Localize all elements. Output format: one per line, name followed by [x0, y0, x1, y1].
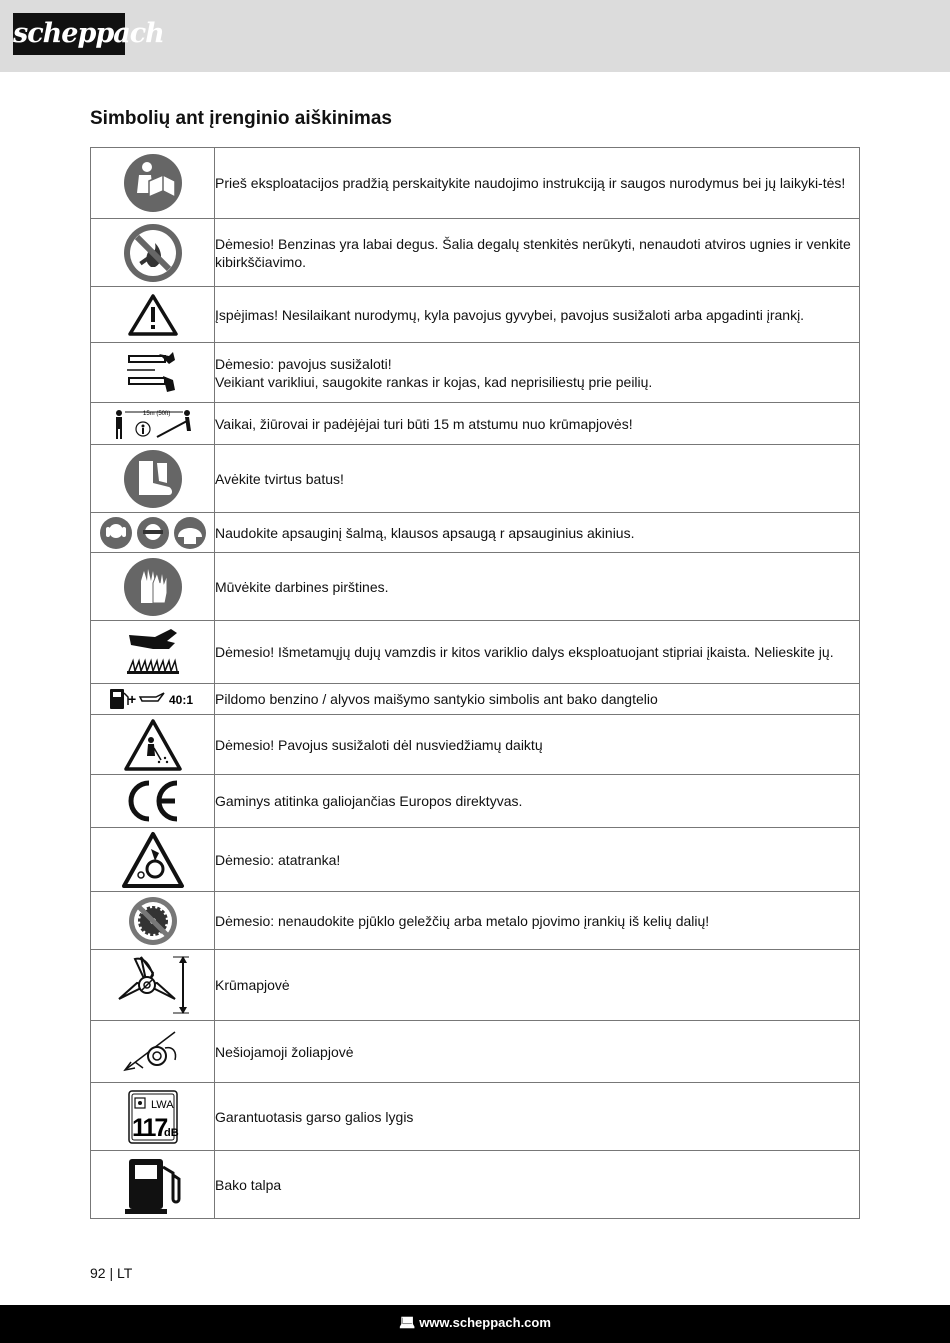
keep-distance-icon: [111, 407, 195, 441]
no-open-flame-icon: [123, 223, 183, 283]
safety-boots-icon: [123, 449, 183, 509]
page-footer: [0, 1305, 950, 1343]
row-text: Įspėjimas! Nesilaikant nurodymų, kyla pavojus gyvybei, pavojus susižaloti arba apgadinti įrankį.: [215, 287, 860, 343]
row-text: Pildomo benzino / alyvos maišymo santykio simbolis ant bako dangtelio: [215, 684, 860, 715]
flying-objects-icon: [123, 718, 183, 772]
page-header: [0, 0, 950, 72]
table-row: [91, 828, 860, 892]
hand-foot-blade-icon: [125, 350, 181, 396]
sound-value: 117: [131, 1113, 166, 1142]
table-row: [91, 403, 860, 445]
warning-triangle-icon: [127, 293, 179, 337]
row-text: Dėmesio! Pavojus susižaloti dėl nusviedžiamų daiktų: [215, 715, 860, 775]
table-row: [91, 148, 860, 219]
symbols-table: [90, 147, 860, 1219]
lwa-label: LWA: [150, 1098, 174, 1111]
table-row: [91, 445, 860, 513]
hot-surface-icon: [125, 627, 181, 677]
table-row: [91, 892, 860, 950]
row-text: Bako talpa: [215, 1151, 860, 1219]
table-row: [91, 775, 860, 828]
read-manual-icon: [123, 153, 183, 213]
fuel-oil-mix-icon: [108, 687, 198, 711]
gloves-icon: [123, 557, 183, 617]
row-text: Krūmapjovė: [215, 950, 860, 1021]
row-text: Dėmesio! Išmetamųjų dujų vamzdis ir kitos variklio dalys eksploatuojant stipriai įkaista. Nelieskite jų.: [215, 621, 860, 684]
laptop-icon: 💻︎: [399, 1315, 420, 1330]
row-text: Dėmesio: atatranka!: [215, 828, 860, 892]
table-row: [91, 219, 860, 287]
brand-logo: scheppach: [13, 13, 125, 55]
row-text: Dėmesio! Benzinas yra labai degus. Šalia degalų stenkitės nerūkyti, nenaudoti atviros ugnies ir venkite kibirkščiavimo.: [215, 219, 860, 287]
row-text: Garantuotasis garso galios lygis: [215, 1083, 860, 1151]
row-text: Dėmesio: pavojus susižaloti! Veikiant varikliui, saugokite rankas ir kojas, kad neprisiliestų prie peilių.: [215, 343, 860, 403]
table-row: [91, 553, 860, 621]
page-number: 92 | LT: [90, 1265, 133, 1281]
website-link[interactable]: www.scheppach.com: [419, 1315, 551, 1330]
row-text: Nešiojamoji žoliapjovė: [215, 1021, 860, 1083]
row-text: Dėmesio: nenaudokite pjūklo geležčių arba metalo pjovimo įrankių iš kelių dalių!: [215, 892, 860, 950]
sound-power-icon: [127, 1089, 179, 1145]
sound-unit: dB: [163, 1126, 179, 1139]
table-row: [91, 950, 860, 1021]
table-row: [91, 343, 860, 403]
ce-mark-icon: [123, 779, 183, 823]
no-saw-blade-icon: [127, 895, 179, 947]
svg-text:+: +: [127, 691, 136, 707]
row-text: Naudokite apsauginį šalmą, klausos apsaugą r apsauginius akinius.: [215, 513, 860, 553]
ear-eye-helmet-icon: [98, 515, 208, 551]
distance-label: 15m (50ft): [142, 410, 170, 417]
table-row: [91, 715, 860, 775]
row-text: Mūvėkite darbines pirštines.: [215, 553, 860, 621]
row-text: Gaminys atitinka galiojančias Europos direktyvas.: [215, 775, 860, 828]
row-text: Avėkite tvirtus batus!: [215, 445, 860, 513]
trimmer-icon: [121, 1026, 185, 1078]
brushcutter-blade-icon: [113, 953, 193, 1017]
row-text: Vaikai, žiūrovai ir padėjėjai turi būti 15 m atstumu nuo krūmapjovės!: [215, 403, 860, 445]
ratio-label: 40:1: [168, 693, 193, 707]
row-text: Prieš eksploatacijos pradžią perskaitykite naudojimo instrukciją ir saugos nurodymus bei jų laikyki-tės!: [215, 148, 860, 219]
table-row: [91, 287, 860, 343]
table-row: [91, 684, 860, 715]
kickback-icon: [121, 831, 185, 889]
table-row: [91, 1021, 860, 1083]
table-row: [91, 621, 860, 684]
page-title: Simbolių ant įrenginio aiškinimas: [90, 108, 392, 129]
table-row: [91, 1083, 860, 1151]
table-row: [91, 513, 860, 553]
fuel-tank-icon: [123, 1155, 183, 1215]
table-row: [91, 1151, 860, 1219]
